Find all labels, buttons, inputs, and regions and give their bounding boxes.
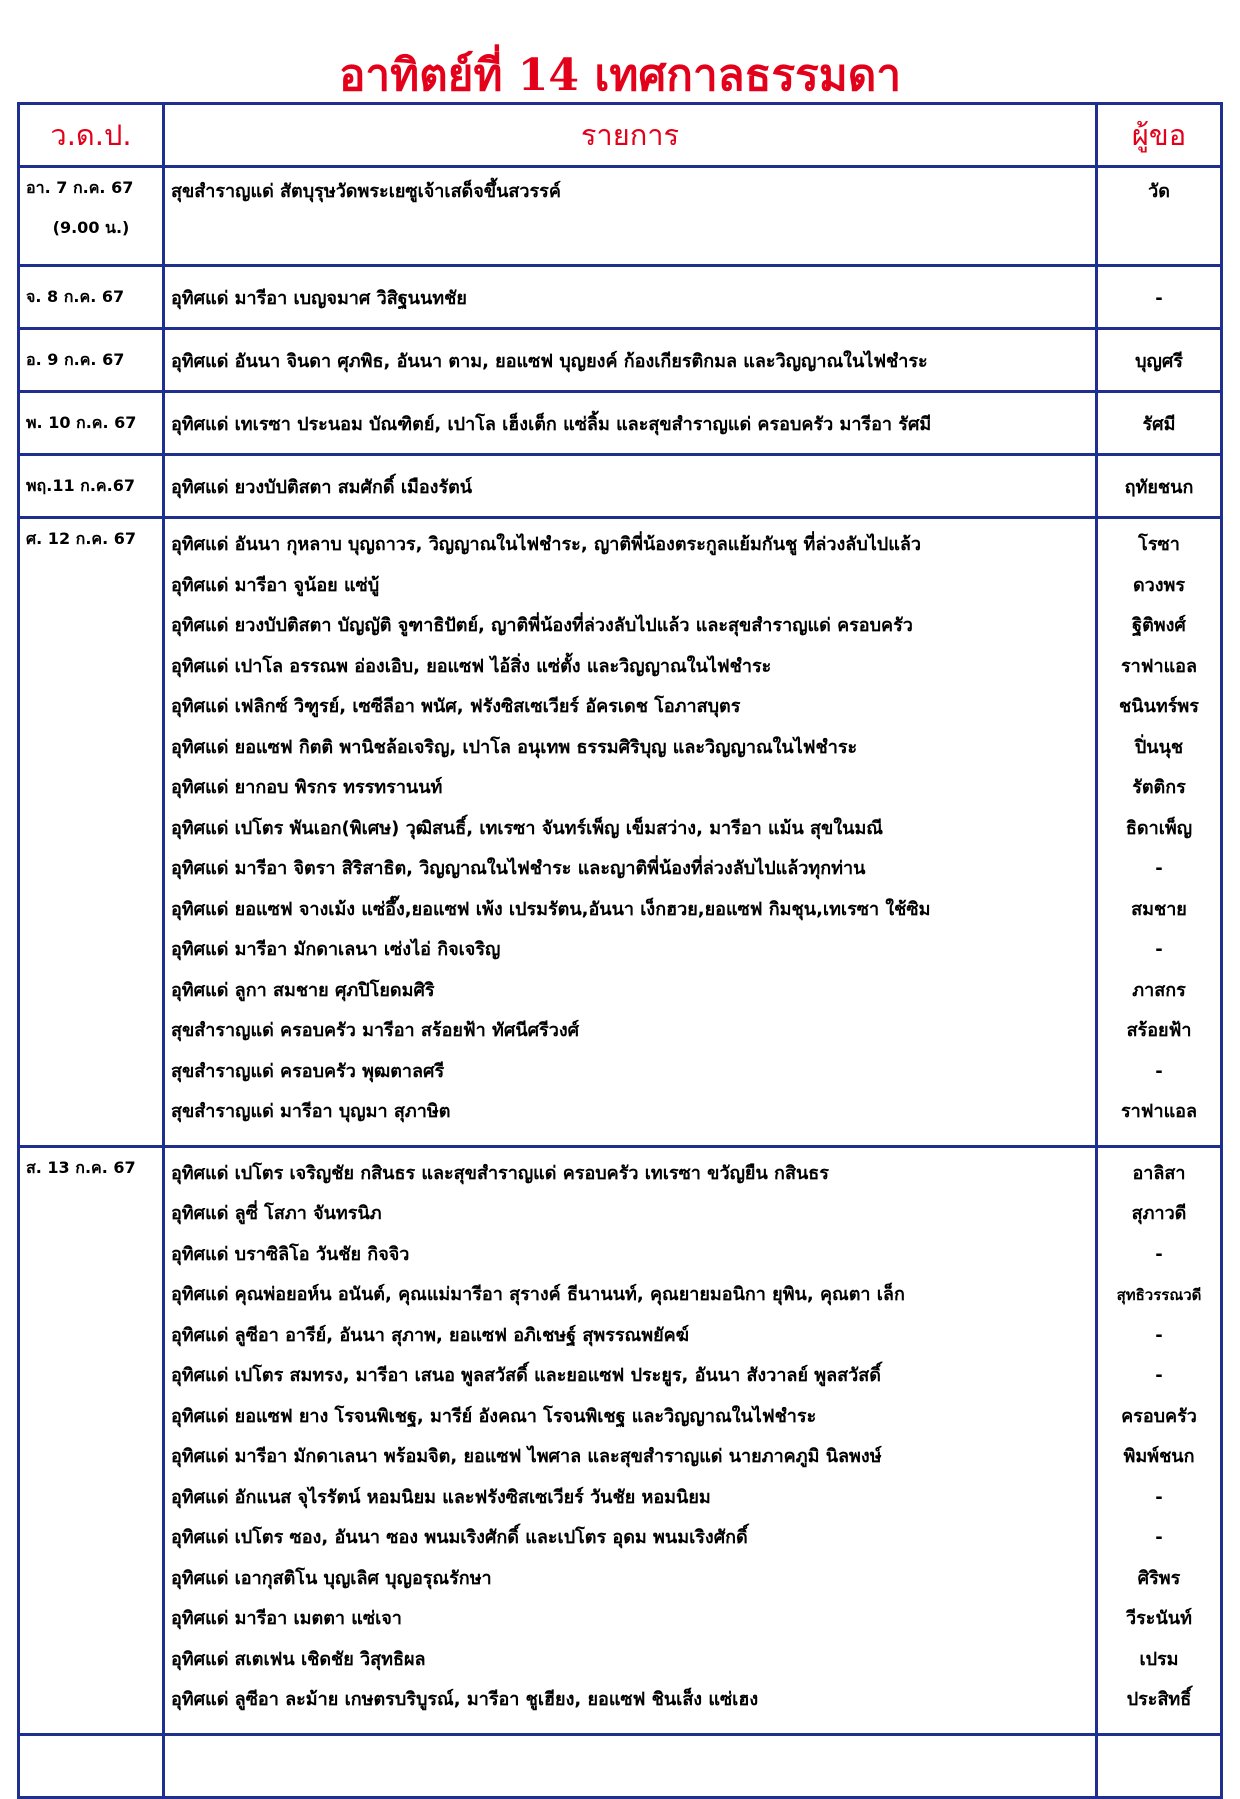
intention-line: อุทิศแด่ ลูกา สมชาย ศุภปิโยดมศิริ: [171, 979, 435, 1001]
requester-name: -: [1155, 1486, 1163, 1508]
requester-name: -: [1155, 1365, 1163, 1386]
requester-name: ประสิทธิ์: [1126, 1689, 1192, 1710]
requester-name: ราฟาแอล: [1120, 655, 1198, 677]
mass-intention-table: [17, 102, 1223, 1799]
header-items: รายการ: [164, 104, 1097, 167]
intention-line: สุขสำราญแด่ ครอบครัว มารีอา สร้อยฟ้า ทัศนีศรีวงศ์: [171, 1020, 580, 1041]
intention-line: สุขสำราญแด่ ครอบครัว พุฒตาลศรี: [171, 1060, 445, 1082]
requester-name: -: [1155, 939, 1163, 960]
requester-cell: [1097, 167, 1222, 266]
requester-name: ชนินทร์พร: [1119, 696, 1199, 717]
items-cell: [164, 266, 1097, 329]
table-row: [19, 392, 1222, 455]
requester-cell: [1097, 455, 1222, 518]
items-cell: [164, 518, 1097, 1147]
requester-cell: [1097, 518, 1222, 1147]
requester-name: โรซา: [1138, 534, 1180, 555]
intention-line: อุทิศแด่ เปโตร ซอง, อันนา ซอง พนมเริงศักดิ์ และเปโตร อุดม พนมเริงศักดิ์: [171, 1527, 748, 1548]
intention-line: อุทิศแด่ ลูซี่ โสภา จันทรนิภ: [171, 1203, 382, 1224]
table-body: [19, 167, 1222, 1798]
requester-name: สุภาวดี: [1131, 1203, 1187, 1224]
header-date: ว.ด.ป.: [19, 104, 164, 167]
requester-name: บุญศรี: [1135, 350, 1183, 372]
requester-name: สร้อยฟ้า: [1126, 1020, 1192, 1041]
intention-line: อุทิศแด่ ยากอบ พิรกร ทรรทรานนท์: [171, 777, 443, 798]
date-cell: [19, 455, 164, 518]
table-row: [19, 455, 1222, 518]
intention-line: อุทิศแด่ เปโตร เจริญชัย กสินธร และสุขสำราญแด่ ครอบครัว เทเรซา ขวัญยืน กสินธร: [171, 1162, 829, 1184]
requester-name: สมชาย: [1131, 898, 1187, 920]
items-cell: [164, 392, 1097, 455]
empty-requester-cell: [1097, 1734, 1222, 1797]
table-row: [19, 167, 1222, 266]
intention-line: อุทิศแด่ มารีอา เมตตา แซ่เจา: [171, 1608, 402, 1629]
empty-row: [19, 1734, 1222, 1797]
date-text: ศ. 12 ก.ค. 67: [26, 529, 137, 548]
requester-name: วีระนันท์: [1126, 1608, 1192, 1629]
intention-line: อุทิศแด่ เฟลิกซ์ วิฑูรย์, เซซีลีอา พนัศ, ฟรังซิสเซเวียร์ อัครเดช โอภาสบุตร: [171, 696, 741, 717]
intention-line: อุทิศแด่ อันนา จินดา ศุภพิธ, อันนา ตาม, ยอแซฟ บุญยงค์ ก้องเกียรติกมล และวิญญาณในไฟชำระ: [171, 350, 928, 372]
intention-line: อุทิศแด่ มารีอา จูน้อย แซ่บู้: [171, 574, 380, 596]
requester-name: ฐิติพงศ์: [1132, 615, 1186, 636]
intention-line: อุทิศแด่ มารีอา เบญจมาศ วิสิฐนนทชัย: [171, 287, 467, 309]
requester-cell: [1097, 329, 1222, 392]
header-requester: ผู้ขอ: [1097, 104, 1222, 167]
empty-items-cell: [164, 1734, 1097, 1797]
requester-name: -: [1155, 1527, 1163, 1548]
requester-name: -: [1155, 1060, 1163, 1082]
requester-name: ภาสกร: [1132, 979, 1186, 1001]
intention-line: อุทิศแด่ เปโตร สมทรง, มารีอา เสนอ พูลสวัสดิ์ และยอแซฟ ประยูร, อันนา สังวาลย์ พูลสวัสดิ์: [171, 1365, 881, 1386]
items-cell: [164, 455, 1097, 518]
requester-name: รัศมี: [1142, 413, 1176, 435]
date-text: จ. 8 ก.ค. 67: [26, 287, 125, 306]
requester-name: -: [1155, 1324, 1163, 1346]
table-row: [19, 329, 1222, 392]
date-text: ส. 13 ก.ค. 67: [26, 1157, 136, 1177]
requester-name: ธิดาเพ็ญ: [1125, 817, 1193, 839]
requester-name: พิมพ์ชนก: [1123, 1446, 1195, 1467]
requester-name: อาลิสา: [1132, 1162, 1186, 1184]
intention-line: สุขสำราญแด่ สัตบุรุษวัดพระเยซูเจ้าเสด็จขึ้นสวรรค์: [171, 181, 561, 202]
requester-name: รัตติกร: [1132, 777, 1186, 798]
intention-line: อุทิศแด่ เปโตร พันเอก(พิเศษ) วุฒิสนธิ์, เทเรซา จันทร์เพ็ญ เข็มสว่าง, มารีอา แม้น สุขในมณี: [171, 817, 884, 839]
requester-name: ครอบครัว: [1121, 1405, 1197, 1427]
intention-line: อุทิศแด่ บราซิลิโอ วันชัย กิจจิว: [171, 1243, 410, 1265]
requester-name: ศิริพร: [1137, 1567, 1181, 1589]
requester-name: วัด: [1148, 181, 1170, 202]
requester-name: เปรม: [1139, 1648, 1179, 1670]
empty-date-cell: [19, 1734, 164, 1797]
page-title: อาทิตย์ที่ 14 เทศกาลธรรมดา: [338, 50, 902, 101]
date-cell: [19, 518, 164, 1147]
intention-line: อุทิศแด่ เอากุสติโน บุญเลิศ บุญอรุณรักษา: [171, 1567, 492, 1589]
intention-line: อุทิศแด่ ลูซีอา ละม้าย เกษตรบริบูรณ์, มารีอา ชูเฮียง, ยอแซฟ ชินเส็ง แซ่เฮง: [171, 1689, 759, 1710]
requester-name: -: [1155, 1243, 1163, 1265]
table-row: [19, 518, 1222, 1147]
table-row: [19, 266, 1222, 329]
items-cell: [164, 1146, 1097, 1734]
requester-cell: [1097, 392, 1222, 455]
requester-name: -: [1155, 287, 1163, 309]
date-text: พฤ.11 ก.ค.67: [26, 476, 135, 495]
items-cell: [164, 167, 1097, 266]
intention-line: อุทิศแด่ สเตเฟน เชิดชัย วิสุทธิผล: [171, 1648, 426, 1670]
date-cell: [19, 392, 164, 455]
requester-name: ดวงพร: [1132, 574, 1186, 596]
requester-cell: [1097, 266, 1222, 329]
intention-line: อุทิศแด่ มารีอา จิตรา สิริสาธิต, วิญญาณในไฟชำระ และญาติพี่น้องที่ล่วงลับไปแล้วทุกท่าน: [171, 858, 866, 879]
intention-line: อุทิศแด่ ยอแซฟ จางเม้ง แซ่อึ๊ง,ยอแซฟ เพ้ง เปรมรัตน,อันนา เง็กฮวย,ยอแซฟ กิมชุน,เทเรซา ใช้ซิม: [171, 898, 931, 920]
table-header-row: [19, 104, 1222, 167]
date-text: พ. 10 ก.ค. 67: [26, 413, 137, 432]
table-row: [19, 1146, 1222, 1734]
intention-line: อุทิศแด่ ยวงบัปติสตา บัญญัติ จูฑาธิปัตย์, ญาติพี่น้องที่ล่วงลับไปแล้ว และสุขสำราญแด่ ครอบครัว: [171, 615, 913, 636]
intention-line: อุทิศแด่ เทเรซา ประนอม บัณฑิตย์, เปาโล เฮ็งเต็ก แซ่ลิ้ม และสุขสำราญแด่ ครอบครัว มารีอา รัศมี: [171, 413, 932, 435]
intention-line: อุทิศแด่ มารีอา มักดาเลนา เซ่งไอ่ กิจเจริญ: [171, 939, 501, 960]
requester-name: ฤทัยชนก: [1124, 476, 1194, 498]
intention-line: อุทิศแด่ ยอแซฟ ยาง โรจนพิเชฐ, มารีย์ อังคณา โรจนพิเชฐ และวิญญาณในไฟชำระ: [171, 1405, 817, 1427]
requester-name: สุทธิวรรณวดี: [1116, 1286, 1202, 1304]
intention-line: อุทิศแด่ เปาโล อรรณพ อ่องเอิบ, ยอแซฟ ไอ้สิ่ง แซ่ตั้ง และวิญญาณในไฟชำระ: [171, 655, 772, 677]
date-text: อ. 9 ก.ค. 67: [26, 350, 125, 369]
intention-line: อุทิศแด่ ยอแซฟ กิตติ พานิชล้อเจริญ, เปาโล อนุเทพ ธรรมศิริบุญ และวิญญาณในไฟชำระ: [171, 736, 858, 758]
requester-name: ราฟาแอล: [1120, 1101, 1198, 1122]
intention-line: อุทิศแด่ อันนา กุหลาบ บุญถาวร, วิญญาณในไฟชำระ, ญาติพี่น้องตระกูลแย้มกันชู ที่ล่วงลับไปแล้ว: [171, 534, 921, 555]
intention-line: สุขสำราญแด่ มารีอา บุญมา สุภาษิต: [171, 1101, 451, 1122]
date-cell: [19, 1146, 164, 1734]
requester-name: -: [1155, 858, 1163, 879]
intention-line: อุทิศแด่ มารีอา มักดาเลนา พร้อมจิต, ยอแซฟ ไพศาล และสุขสำราญแด่ นายภาคภูมิ นิลพงษ์: [171, 1446, 882, 1467]
items-cell: [164, 329, 1097, 392]
date-cell: [19, 167, 164, 266]
date-time: (9.00 น.): [52, 218, 130, 237]
date-cell: [19, 266, 164, 329]
date-text: อา. 7 ก.ค. 67: [26, 178, 134, 197]
intention-line: อุทิศแด่ ลูซีอา อารีย์, อันนา สุภาพ, ยอแซฟ อภิเชษฐ์ สุพรรณพยัคฆ์: [171, 1324, 690, 1346]
intention-line: อุทิศแด่ คุณพ่อยอห์น อนันต์, คุณแม่มารีอา สุรางค์ ธีนานนท์, คุณยายมอนิกา ยุพิน, คุณตา เล็ก: [171, 1284, 905, 1305]
intention-line: อุทิศแด่ อักแนส จุไรรัตน์ หอมนิยม และฟรังซิสเซเวียร์ วันชัย หอมนิยม: [171, 1486, 711, 1508]
date-cell: [19, 329, 164, 392]
intention-line: อุทิศแด่ ยวงบัปติสตา สมศักดิ์ เมืองรัตน์: [171, 476, 473, 498]
requester-cell: [1097, 1146, 1222, 1734]
requester-name: ปิ่นนุช: [1134, 736, 1184, 758]
